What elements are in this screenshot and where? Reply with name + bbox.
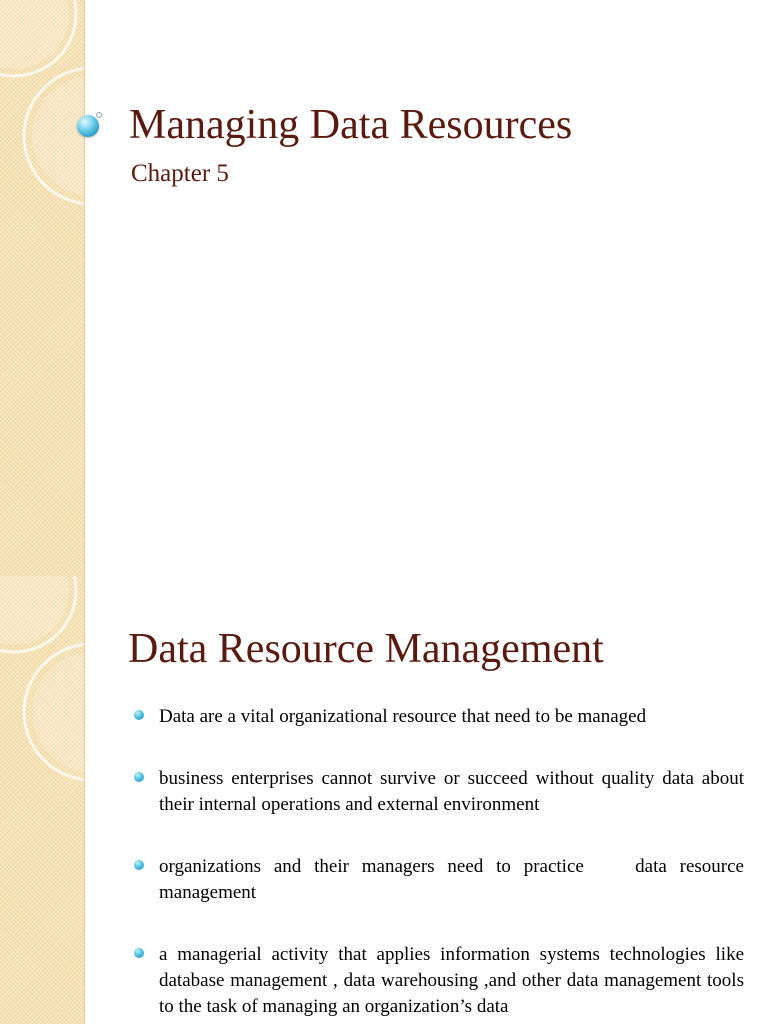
list-item [134,766,744,818]
bullet-list [134,704,749,1020]
slide-2 [0,576,768,1024]
bullet-text: Data are a vital organizational resource that need to be managed [159,706,647,727]
bullet-text: a managerial activity that applies information systems technologies like database management , data warehousing ,and other data management tools to the task of managing an organization’s data [159,944,744,1017]
bullet-icon [134,948,144,958]
list-item [134,942,744,1020]
decorative-sidebar [0,576,85,1024]
list-item [134,704,744,730]
slide-subtitle: Chapter 5 [131,160,229,187]
slide-title: Managing Data Resources [129,102,573,148]
decorative-circles [0,0,84,576]
bullet-icon [134,860,144,870]
bullet-icon [134,772,144,782]
list-item [134,854,749,906]
decorative-circles [0,576,84,1024]
slide-heading: Data Resource Management [128,626,604,672]
bullet-text: business enterprises cannot survive or succeed without quality data about their internal operations and external environment [159,768,744,815]
bullet-text: organizations and their managers need to practice data resource management [159,856,749,903]
decorative-sidebar [0,0,85,576]
bullet-icon [134,710,144,720]
decorative-orb-icon [77,115,99,137]
decorative-small-orb-icon [96,112,102,118]
